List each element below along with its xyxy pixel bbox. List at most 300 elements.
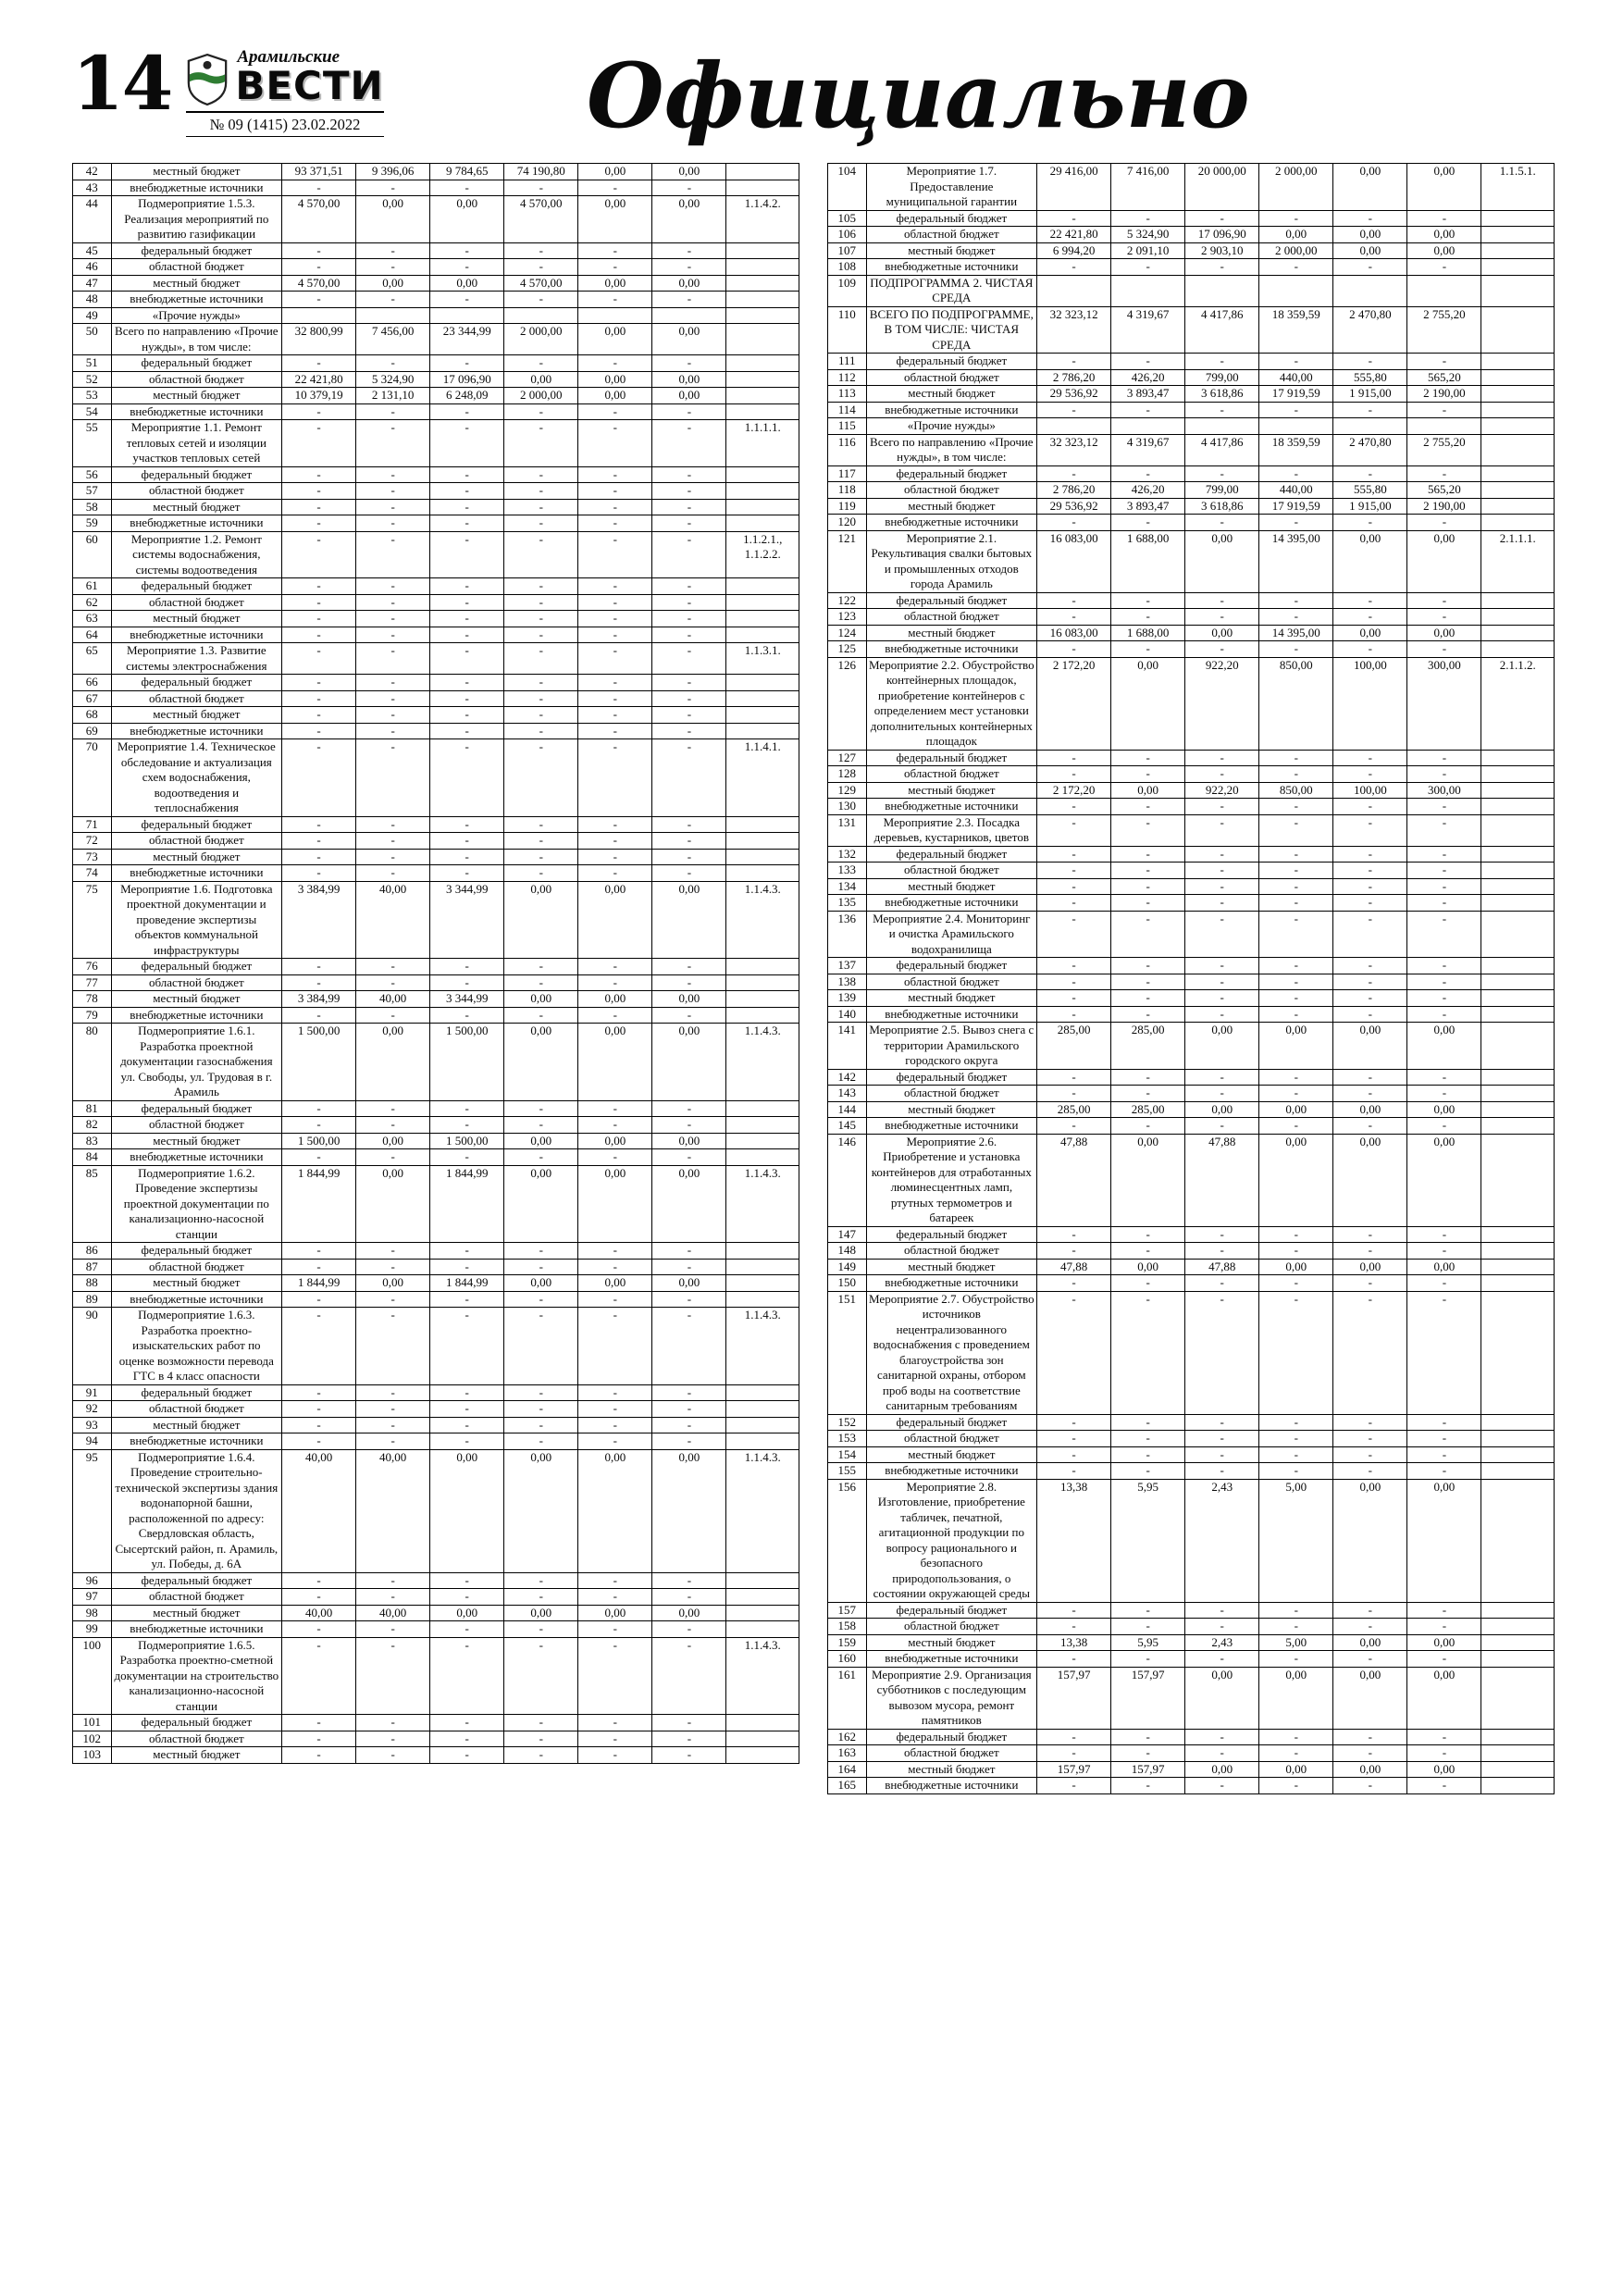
- row-value-cell: -: [282, 1715, 356, 1731]
- row-value-cell: -: [1259, 1414, 1333, 1431]
- row-number-cell: 96: [73, 1572, 112, 1589]
- row-value-cell: -: [356, 483, 430, 500]
- row-value-cell: -: [504, 1417, 578, 1433]
- row-value-cell: -: [1259, 1729, 1333, 1745]
- row-value-cell: -: [430, 739, 504, 817]
- table-row: [828, 1634, 1555, 1651]
- row-value-cell: -: [1333, 1291, 1407, 1414]
- row-value-cell: 1 688,00: [1111, 530, 1185, 592]
- table-row: [73, 180, 799, 196]
- row-value-cell: -: [652, 1291, 726, 1308]
- row-value-cell: -: [1333, 799, 1407, 815]
- row-value-cell: -: [1407, 878, 1481, 895]
- row-value-cell: -: [430, 849, 504, 865]
- table-row: [828, 1118, 1555, 1135]
- row-value-cell: -: [1333, 1086, 1407, 1102]
- row-value-cell: -: [1185, 1069, 1259, 1086]
- row-value-cell: -: [1333, 1226, 1407, 1243]
- row-value-cell: -: [282, 403, 356, 420]
- row-value-cell: 0,00: [504, 1024, 578, 1101]
- row-value-cell: -: [578, 466, 652, 483]
- row-label-cell: областной бюджет: [111, 1401, 281, 1418]
- row-number-cell: 126: [828, 657, 867, 750]
- row-label-cell: внебюджетные источники: [111, 723, 281, 739]
- row-code-cell: [726, 833, 799, 850]
- row-code-cell: [726, 515, 799, 532]
- row-value-cell: -: [430, 1117, 504, 1134]
- row-value-cell: -: [578, 403, 652, 420]
- row-value-cell: -: [282, 1259, 356, 1275]
- row-value-cell: -: [1333, 814, 1407, 846]
- row-value-cell: -: [1407, 1651, 1481, 1668]
- row-value-cell: -: [1407, 515, 1481, 531]
- row-code-cell: [726, 164, 799, 180]
- row-value-cell: -: [504, 707, 578, 724]
- row-label-cell: ПОДПРОГРАММА 2. ЧИСТАЯ СРЕДА: [866, 275, 1036, 306]
- table-row: [828, 799, 1555, 815]
- row-value-cell: -: [356, 739, 430, 817]
- row-value-cell: [578, 307, 652, 324]
- row-value-cell: [1259, 275, 1333, 306]
- row-value-cell: -: [356, 1572, 430, 1589]
- row-code-cell: [726, 1589, 799, 1606]
- row-number-cell: 53: [73, 388, 112, 404]
- row-value-cell: -: [652, 1100, 726, 1117]
- row-value-cell: 4 417,86: [1185, 306, 1259, 354]
- row-value-cell: -: [504, 1433, 578, 1450]
- row-label-cell: местный бюджет: [111, 1747, 281, 1764]
- row-value-cell: 0,00: [1333, 1134, 1407, 1226]
- row-value-cell: -: [1259, 799, 1333, 815]
- row-value-cell: -: [652, 578, 726, 595]
- row-code-cell: [726, 974, 799, 991]
- row-value-cell: [504, 307, 578, 324]
- row-value-cell: -: [1407, 1006, 1481, 1023]
- row-value-cell: 18 359,59: [1259, 306, 1333, 354]
- row-value-cell: -: [1037, 592, 1111, 609]
- row-value-cell: -: [504, 739, 578, 817]
- row-value-cell: -: [1333, 1414, 1407, 1431]
- row-value-cell: -: [1407, 1414, 1481, 1431]
- row-code-cell: [726, 1715, 799, 1731]
- row-code-cell: 1.1.4.3.: [726, 1024, 799, 1101]
- row-value-cell: -: [1333, 1729, 1407, 1745]
- table-row: [73, 1417, 799, 1433]
- row-value-cell: -: [1037, 1778, 1111, 1794]
- row-value-cell: -: [356, 1384, 430, 1401]
- row-label-cell: федеральный бюджет: [111, 355, 281, 372]
- row-code-cell: [726, 1572, 799, 1589]
- table-row: [73, 355, 799, 372]
- row-value-cell: 0,00: [356, 1165, 430, 1243]
- row-value-cell: 0,00: [1407, 1761, 1481, 1778]
- issue-line: № 09 (1415) 23.02.2022: [186, 111, 383, 137]
- row-value-cell: 2 755,20: [1407, 306, 1481, 354]
- row-value-cell: -: [1407, 1778, 1481, 1794]
- row-value-cell: 7 416,00: [1111, 164, 1185, 211]
- row-value-cell: -: [1111, 641, 1185, 658]
- row-value-cell: -: [578, 1243, 652, 1260]
- table-row: [73, 1637, 799, 1715]
- row-number-cell: 151: [828, 1291, 867, 1414]
- row-number-cell: 146: [828, 1134, 867, 1226]
- row-value-cell: 22 421,80: [282, 371, 356, 388]
- table-row: [828, 1226, 1555, 1243]
- row-value-cell: -: [1259, 210, 1333, 227]
- row-value-cell: -: [1259, 1086, 1333, 1102]
- row-value-cell: -: [1407, 750, 1481, 766]
- row-label-cell: местный бюджет: [111, 1275, 281, 1292]
- row-value-cell: 0,00: [430, 196, 504, 243]
- row-value-cell: -: [652, 515, 726, 532]
- row-value-cell: -: [1407, 990, 1481, 1007]
- row-value-cell: -: [282, 959, 356, 975]
- row-value-cell: -: [1037, 465, 1111, 482]
- row-number-cell: 76: [73, 959, 112, 975]
- row-label-cell: областной бюджет: [111, 974, 281, 991]
- row-number-cell: 97: [73, 1589, 112, 1606]
- row-value-cell: 6 248,09: [430, 388, 504, 404]
- row-value-cell: 0,00: [1333, 1101, 1407, 1118]
- table-row: [828, 1463, 1555, 1480]
- row-number-cell: 68: [73, 707, 112, 724]
- row-value-cell: -: [430, 723, 504, 739]
- row-value-cell: -: [504, 1401, 578, 1418]
- row-value-cell: -: [356, 690, 430, 707]
- row-value-cell: 0,00: [1333, 1479, 1407, 1602]
- row-value-cell: 0,00: [578, 164, 652, 180]
- row-code-cell: [1481, 1431, 1555, 1447]
- row-value-cell: -: [430, 1401, 504, 1418]
- row-value-cell: 3 344,99: [430, 881, 504, 959]
- row-value-cell: -: [282, 180, 356, 196]
- row-label-cell: местный бюджет: [866, 1101, 1036, 1118]
- row-value-cell: 40,00: [356, 881, 430, 959]
- row-value-cell: 0,00: [1111, 657, 1185, 750]
- row-code-cell: [726, 466, 799, 483]
- row-code-cell: [726, 594, 799, 611]
- row-number-cell: 82: [73, 1117, 112, 1134]
- row-value-cell: -: [1185, 515, 1259, 531]
- row-label-cell: Мероприятие 1.3. Развитие системы электроснабжения: [111, 643, 281, 675]
- row-label-cell: Мероприятие 1.1. Ремонт тепловых сетей и изоляции участков тепловых сетей: [111, 420, 281, 467]
- row-value-cell: 29 536,92: [1037, 498, 1111, 515]
- row-value-cell: 1 688,00: [1111, 625, 1185, 641]
- row-value-cell: -: [1407, 863, 1481, 879]
- row-label-cell: областной бюджет: [866, 227, 1036, 243]
- row-value-cell: 300,00: [1407, 657, 1481, 750]
- row-value-cell: -: [504, 974, 578, 991]
- row-value-cell: 799,00: [1185, 482, 1259, 499]
- budget-table-right: [827, 163, 1555, 1794]
- row-value-cell: -: [1259, 1006, 1333, 1023]
- row-value-cell: -: [1407, 846, 1481, 863]
- table-row: [828, 434, 1555, 465]
- row-value-cell: -: [504, 1384, 578, 1401]
- table-row: [828, 1006, 1555, 1023]
- row-code-cell: [1481, 354, 1555, 370]
- row-code-cell: 2.1.1.1.: [1481, 530, 1555, 592]
- row-value-cell: -: [282, 1747, 356, 1764]
- row-code-cell: [1481, 1134, 1555, 1226]
- row-number-cell: 90: [73, 1308, 112, 1385]
- row-value-cell: 14 395,00: [1259, 625, 1333, 641]
- row-value-cell: -: [1407, 1226, 1481, 1243]
- row-label-cell: внебюджетные источники: [866, 799, 1036, 815]
- row-value-cell: 100,00: [1333, 782, 1407, 799]
- row-code-cell: [1481, 1243, 1555, 1260]
- row-number-cell: 106: [828, 227, 867, 243]
- table-row: [73, 1149, 799, 1166]
- row-value-cell: 5,00: [1259, 1479, 1333, 1602]
- row-value-cell: 285,00: [1037, 1023, 1111, 1070]
- row-value-cell: -: [1111, 1729, 1185, 1745]
- row-value-cell: 0,00: [504, 1449, 578, 1572]
- row-label-cell: федеральный бюджет: [111, 466, 281, 483]
- row-value-cell: -: [1259, 465, 1333, 482]
- row-label-cell: местный бюджет: [866, 386, 1036, 403]
- row-code-cell: [1481, 369, 1555, 386]
- row-label-cell: местный бюджет: [111, 611, 281, 627]
- row-value-cell: -: [652, 242, 726, 259]
- row-code-cell: [1481, 1101, 1555, 1118]
- row-value-cell: -: [430, 1433, 504, 1450]
- table-row: [828, 1069, 1555, 1086]
- row-value-cell: -: [652, 974, 726, 991]
- row-value-cell: 3 618,86: [1185, 386, 1259, 403]
- row-number-cell: 101: [73, 1715, 112, 1731]
- row-label-cell: Подмероприятие 1.6.3. Разработка проектно-изыскательских работ по оценке возможности перевода ГТС в 4 класс опасности: [111, 1308, 281, 1385]
- row-value-cell: 0,00: [652, 324, 726, 355]
- row-value-cell: 2 000,00: [504, 324, 578, 355]
- row-label-cell: федеральный бюджет: [111, 1384, 281, 1401]
- row-value-cell: -: [282, 1100, 356, 1117]
- row-value-cell: 0,00: [1333, 625, 1407, 641]
- row-value-cell: -: [1407, 1291, 1481, 1414]
- row-code-cell: [726, 1417, 799, 1433]
- row-value-cell: 32 323,12: [1037, 306, 1111, 354]
- table-row: [828, 1086, 1555, 1102]
- row-value-cell: -: [1259, 1745, 1333, 1762]
- row-value-cell: -: [1185, 974, 1259, 990]
- table-row: [73, 1731, 799, 1747]
- row-value-cell: -: [652, 959, 726, 975]
- row-value-cell: -: [1185, 750, 1259, 766]
- row-value-cell: 440,00: [1259, 369, 1333, 386]
- row-value-cell: -: [504, 1589, 578, 1606]
- row-number-cell: 69: [73, 723, 112, 739]
- row-value-cell: [1037, 275, 1111, 306]
- row-value-cell: 0,00: [430, 275, 504, 292]
- row-label-cell: внебюджетные источники: [866, 515, 1036, 531]
- row-value-cell: -: [1037, 911, 1111, 958]
- row-code-cell: [726, 1621, 799, 1638]
- row-value-cell: -: [652, 1637, 726, 1715]
- row-label-cell: Подмероприятие 1.5.3. Реализация мероприятий по развитию газификации: [111, 196, 281, 243]
- row-value-cell: -: [1037, 210, 1111, 227]
- row-value-cell: -: [1333, 402, 1407, 418]
- row-value-cell: -: [356, 242, 430, 259]
- row-value-cell: -: [430, 242, 504, 259]
- row-value-cell: -: [504, 531, 578, 578]
- row-value-cell: 0,00: [652, 881, 726, 959]
- row-value-cell: -: [1407, 814, 1481, 846]
- row-label-cell: федеральный бюджет: [866, 1414, 1036, 1431]
- row-value-cell: -: [1259, 402, 1333, 418]
- row-value-cell: -: [1333, 974, 1407, 990]
- row-value-cell: -: [1037, 799, 1111, 815]
- row-number-cell: 158: [828, 1619, 867, 1635]
- row-value-cell: -: [1185, 1619, 1259, 1635]
- table-row: [828, 1761, 1555, 1778]
- row-label-cell: федеральный бюджет: [111, 1715, 281, 1731]
- row-value-cell: -: [282, 1308, 356, 1385]
- row-code-cell: [1481, 863, 1555, 879]
- row-code-cell: [1481, 974, 1555, 990]
- row-label-cell: областной бюджет: [866, 974, 1036, 990]
- row-label-cell: местный бюджет: [111, 388, 281, 404]
- row-value-cell: -: [504, 515, 578, 532]
- row-value-cell: -: [578, 611, 652, 627]
- row-value-cell: -: [578, 816, 652, 833]
- table-row: [73, 499, 799, 515]
- row-value-cell: -: [1037, 958, 1111, 974]
- table-row: [73, 1259, 799, 1275]
- row-value-cell: -: [504, 1747, 578, 1764]
- row-value-cell: -: [652, 723, 726, 739]
- row-value-cell: -: [1259, 750, 1333, 766]
- row-value-cell: 0,00: [1333, 1023, 1407, 1070]
- row-value-cell: -: [1259, 990, 1333, 1007]
- row-label-cell: внебюджетные источники: [866, 1275, 1036, 1292]
- row-value-cell: 0,00: [1407, 1134, 1481, 1226]
- row-value-cell: -: [1111, 354, 1185, 370]
- row-value-cell: 0,00: [652, 1024, 726, 1101]
- row-number-cell: 147: [828, 1226, 867, 1243]
- row-code-cell: [1481, 1778, 1555, 1794]
- row-value-cell: -: [1407, 1069, 1481, 1086]
- row-value-cell: -: [1333, 878, 1407, 895]
- row-value-cell: -: [282, 259, 356, 276]
- row-value-cell: 922,20: [1185, 657, 1259, 750]
- table-row: [73, 292, 799, 308]
- row-code-cell: [1481, 958, 1555, 974]
- row-value-cell: 0,00: [356, 1024, 430, 1101]
- row-number-cell: 141: [828, 1023, 867, 1070]
- row-value-cell: 0,00: [578, 1133, 652, 1149]
- row-code-cell: 2.1.1.2.: [1481, 657, 1555, 750]
- row-code-cell: [726, 1133, 799, 1149]
- row-value-cell: -: [1407, 1745, 1481, 1762]
- row-code-cell: [726, 1747, 799, 1764]
- row-value-cell: -: [430, 959, 504, 975]
- row-number-cell: 130: [828, 799, 867, 815]
- row-value-cell: -: [1111, 1431, 1185, 1447]
- row-label-cell: областной бюджет: [111, 259, 281, 276]
- row-number-cell: 110: [828, 306, 867, 354]
- table-row: [73, 833, 799, 850]
- table-row: [73, 1715, 799, 1731]
- row-number-cell: 162: [828, 1729, 867, 1745]
- row-code-cell: 1.1.1.1.: [726, 420, 799, 467]
- row-value-cell: -: [430, 1007, 504, 1024]
- row-label-cell: «Прочие нужды»: [111, 307, 281, 324]
- row-value-cell: 32 800,99: [282, 324, 356, 355]
- row-value-cell: -: [282, 1401, 356, 1418]
- row-value-cell: -: [356, 515, 430, 532]
- row-value-cell: -: [1185, 1778, 1259, 1794]
- row-value-cell: -: [1333, 1463, 1407, 1480]
- row-value-cell: -: [356, 259, 430, 276]
- row-value-cell: -: [504, 420, 578, 467]
- row-code-cell: [726, 1259, 799, 1275]
- row-label-cell: областной бюджет: [111, 1589, 281, 1606]
- row-value-cell: -: [430, 578, 504, 595]
- row-label-cell: внебюджетные источники: [111, 1621, 281, 1638]
- row-value-cell: 17 919,59: [1259, 498, 1333, 515]
- row-value-cell: -: [578, 690, 652, 707]
- brand-block: [186, 48, 383, 137]
- row-value-cell: 1 500,00: [282, 1133, 356, 1149]
- row-number-cell: 51: [73, 355, 112, 372]
- row-code-cell: 1.1.5.1.: [1481, 164, 1555, 211]
- row-value-cell: -: [578, 643, 652, 675]
- row-value-cell: -: [1333, 1619, 1407, 1635]
- row-value-cell: 6 994,20: [1037, 242, 1111, 259]
- row-value-cell: [1407, 418, 1481, 435]
- row-value-cell: 0,00: [1185, 1761, 1259, 1778]
- row-value-cell: 2 172,20: [1037, 657, 1111, 750]
- row-number-cell: 159: [828, 1634, 867, 1651]
- row-value-cell: 0,00: [1333, 227, 1407, 243]
- row-value-cell: -: [282, 1149, 356, 1166]
- row-label-cell: внебюджетные источники: [866, 1778, 1036, 1794]
- row-value-cell: -: [1111, 1226, 1185, 1243]
- row-value-cell: 0,00: [504, 1133, 578, 1149]
- row-label-cell: внебюджетные источники: [111, 403, 281, 420]
- row-label-cell: местный бюджет: [111, 991, 281, 1008]
- row-value-cell: 23 344,99: [430, 324, 504, 355]
- row-value-cell: 0,00: [652, 388, 726, 404]
- row-label-cell: федеральный бюджет: [111, 675, 281, 691]
- row-value-cell: -: [578, 180, 652, 196]
- row-code-cell: [1481, 498, 1555, 515]
- row-code-cell: [1481, 210, 1555, 227]
- table-row: [828, 354, 1555, 370]
- table-row: [828, 164, 1555, 211]
- row-value-cell: -: [282, 611, 356, 627]
- row-number-cell: 57: [73, 483, 112, 500]
- row-value-cell: -: [430, 515, 504, 532]
- row-value-cell: -: [430, 816, 504, 833]
- row-value-cell: -: [430, 974, 504, 991]
- row-value-cell: -: [1185, 958, 1259, 974]
- row-label-cell: местный бюджет: [111, 1605, 281, 1621]
- row-label-cell: областной бюджет: [866, 369, 1036, 386]
- row-value-cell: -: [652, 1149, 726, 1166]
- table-row: [828, 1667, 1555, 1729]
- row-value-cell: -: [652, 355, 726, 372]
- row-value-cell: 0,00: [1259, 1134, 1333, 1226]
- row-number-cell: 98: [73, 1605, 112, 1621]
- row-number-cell: 89: [73, 1291, 112, 1308]
- row-number-cell: 62: [73, 594, 112, 611]
- row-code-cell: [726, 1401, 799, 1418]
- row-value-cell: -: [504, 180, 578, 196]
- row-code-cell: [726, 1149, 799, 1166]
- table-row: [828, 750, 1555, 766]
- row-number-cell: 58: [73, 499, 112, 515]
